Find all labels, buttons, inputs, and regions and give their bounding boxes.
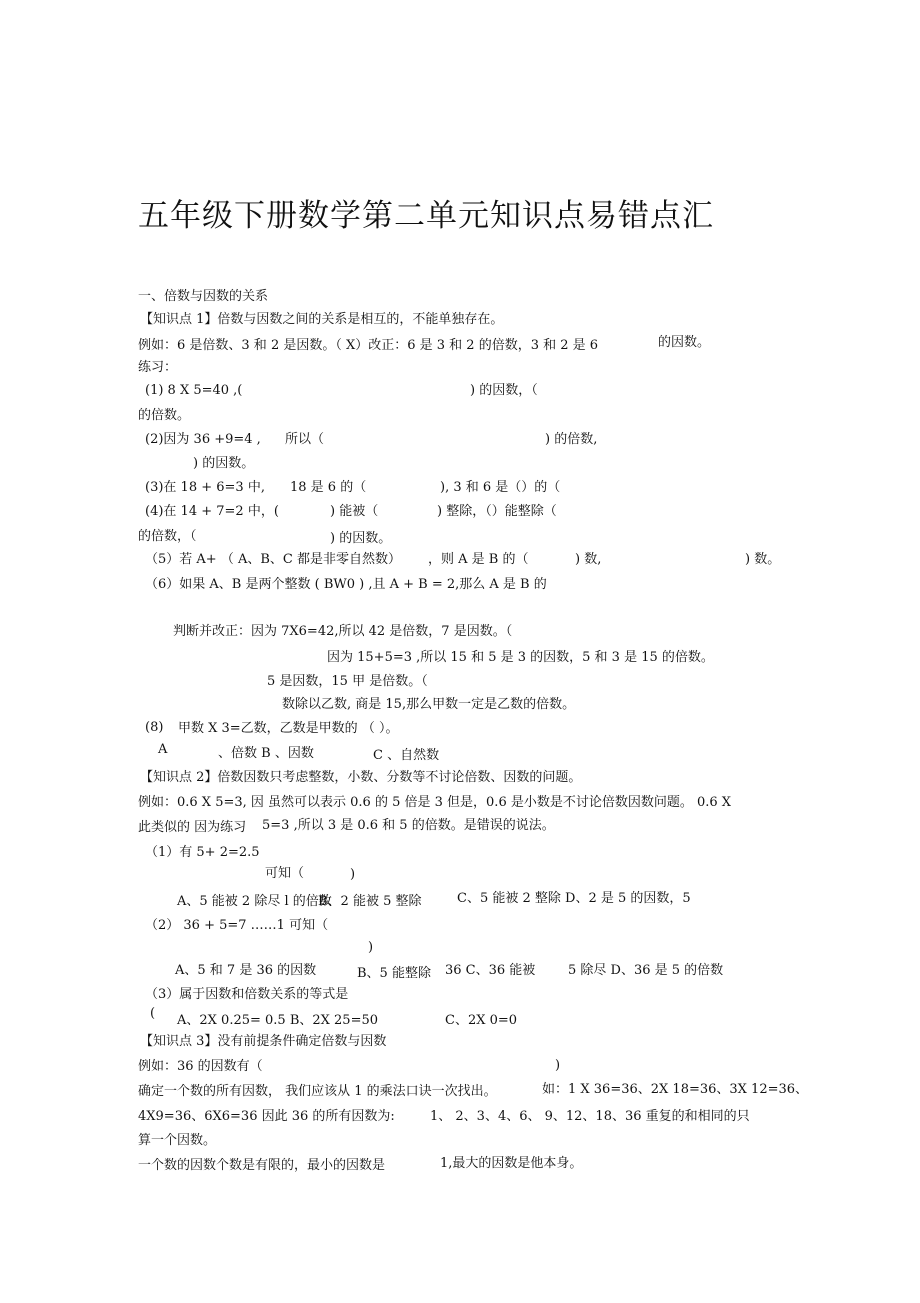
choice-a: A: [158, 742, 168, 757]
exercise-4-part: ) 整除，（）能整除（: [437, 504, 557, 519]
exercise-k2-3-paren: (: [150, 1006, 156, 1021]
exercise-k2-2-part: ): [368, 940, 374, 955]
exercise-k2-3: （3）属于因数和倍数关系的等式是: [145, 987, 349, 1002]
choice-b: B、2 能被 5 整除: [318, 894, 422, 909]
example-line: 例如：36 的因数有（: [138, 1059, 263, 1074]
exercise-5-part: ) 数。: [745, 552, 781, 567]
choice-c: 36 C、36 能被: [445, 963, 536, 978]
choice-b: 、倍数 B 、因数: [218, 746, 314, 761]
body-line: 4X9=36、6X6=36 因此 36 的所有因数为:: [138, 1109, 395, 1124]
example-line-cont: 5=3 ,所以 3 是 0.6 和 5 的倍数。是错误的说法。: [262, 818, 555, 833]
exercise-3: (3)在 18 + 6=3 中,: [145, 480, 265, 495]
exercise-k2-1-part: ): [350, 867, 356, 882]
choice-c: C 、自然数: [373, 748, 440, 763]
judge-line: 判断并改正：因为 7X6=42,所以 42 是倍数，7 是因数。（: [173, 624, 513, 639]
exercise-k2-1-part: 可知（: [265, 866, 305, 881]
exercise-3-part: ), 3 和 6 是（）的（: [440, 480, 561, 495]
body-line: 一个数的因数个数是有限的，最小的因数是: [138, 1158, 386, 1173]
example-line: 例如：0.6 X 5=3, 因 虽然可以表示 0.6 的 5 倍是 3 但是，0.6 是小数是不讨论倍数因数问题。 0.6 X: [138, 795, 732, 810]
exercise-1-part: ) 的因数，（: [470, 383, 538, 398]
body-line-part: 如：1 X 36=36、2X 18=36、3X 12=36、: [542, 1082, 809, 1097]
example-line-part: ): [555, 1058, 561, 1073]
judge-line: 因为 15+5=3 ,所以 15 和 5 是 3 的因数，5 和 3 是 15 的倍数。: [327, 650, 714, 665]
choice-d: 5 除尽 D、36 是 5 的倍数: [568, 963, 724, 978]
exercise-4: (4)在 14 + 7=2 中，(: [145, 504, 279, 519]
exercise-4-part: ) 能被（: [330, 504, 379, 519]
choice-b: B、5 能整除: [357, 966, 431, 981]
body-line-part: 1、 2、3、4、6、 9、12、18、36 重复的和相同的只: [430, 1109, 750, 1124]
example-line: 例如：6 是倍数、3 和 2 是因数。（ X）改正：6 是 3 和 2 的倍数，3 和 2 是 6: [138, 338, 599, 353]
example-line-cont: 此类似的 因为练习: [138, 820, 247, 835]
exercise-2: (2)因为 36 +9=4 ,: [145, 432, 261, 447]
body-line: 确定一个数的所有因数， 我们应该从 1 的乘法口诀一次找出。: [138, 1084, 497, 1099]
exercise-2-part: ) 的倍数,: [545, 432, 598, 447]
choice-c: C、2X 0=0: [445, 1013, 518, 1028]
exercise-5: （5）若 A+ （ A、B、C 都是非零自然数）: [145, 552, 401, 567]
exercise-3-part: 18 是 6 的（: [290, 480, 367, 495]
exercise-k2-2: （2） 36 + 5=7 ……1 可知（: [145, 918, 329, 933]
exercise-4-cont: 的倍数，（: [138, 529, 197, 544]
exercise-8-text: 甲数 X 3=乙数，乙数是甲数的 （ ）。: [178, 721, 399, 736]
knowledge-point-1: 【知识点 1】倍数与因数之间的关系是相互的，不能单独存在。: [140, 312, 504, 327]
knowledge-point-2: 【知识点 2】倍数因数只考虑整数，小数、分数等不讨论倍数、因数的问题。: [140, 770, 582, 785]
exercise-5-part: ) 数,: [575, 552, 602, 567]
knowledge-point-3: 【知识点 3】没有前提条件确定倍数与因数: [140, 1034, 387, 1049]
exercise-8: (8): [145, 720, 164, 735]
section-heading: 一、倍数与因数的关系: [138, 289, 269, 304]
exercise-1: (1) 8 X 5=40 ,(: [145, 383, 243, 398]
exercise-2-cont: ) 的因数。: [193, 456, 255, 471]
judge-line: 5 是因数，15 甲 是倍数。（: [267, 674, 428, 689]
page-title: 五年级下册数学第二单元知识点易错点汇: [138, 198, 714, 234]
exercise-6: （6）如果 A、B 是两个整数 ( BW0 ) ,且 A + B = 2,那么 A 是 B 的: [145, 577, 547, 592]
choice-a: A、5 能被 2 除尽 l 的倍数: [177, 894, 332, 909]
exercise-5-part: ，则 A 是 B 的（: [428, 552, 529, 567]
choice-c: C、5 能被 2 整除 D、2 是 5 的因数，5: [457, 891, 691, 906]
exercise-4-cont: ) 的因数。: [330, 531, 392, 546]
exercise-1-cont: 的倍数。: [138, 408, 191, 423]
choice-a: A、5 和 7 是 36 的因数: [175, 963, 317, 978]
judge-line: 数除以乙数, 商是 15,那么甲数一定是乙数的倍数。: [282, 697, 576, 712]
body-line: 算一个因数。: [138, 1133, 217, 1148]
example-line-end: 的因数。: [658, 335, 711, 350]
choice-ab: A、2X 0.25= 0.5 B、2X 25=50: [177, 1013, 379, 1028]
body-line-part: 1,最大的因数是他本身。: [440, 1156, 583, 1171]
exercise-2-part: 所以（: [285, 432, 325, 447]
exercise-k2-1: （1）有 5+ 2=2.5: [145, 845, 260, 860]
practice-label: 练习：: [138, 360, 178, 375]
